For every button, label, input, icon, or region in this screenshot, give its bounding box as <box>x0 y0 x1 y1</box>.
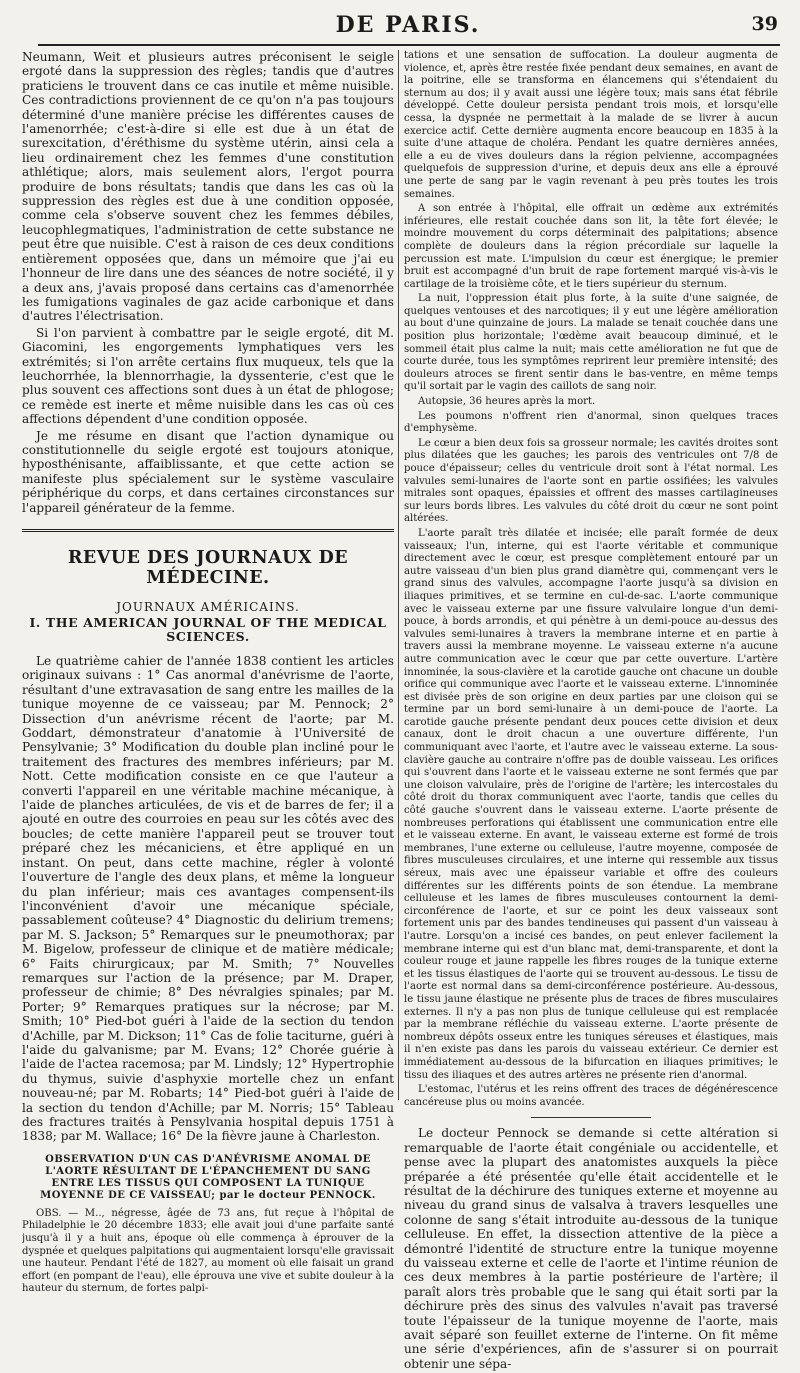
page-number: 39 <box>751 13 778 35</box>
right-paragraph-1: tations et une sensation de suffocation. La douleur augmenta de violence, et, après être restée fixée pendant deux semaines, en avant de la poitrine, elle se transforma en élancemens qui s'étendaient du sternum au dos; il y avait aussi une légère toux; mais sans état fébrile développé. Cette douleur persista pendant trois mois, et lorsqu'elle cessa, la dyspnée ne permettait à la malade de se livrer à aucun exercice actif. Cette dernière augmenta encore beaucoup en 1835 à la suite d'une attaque de choléra. Pendant les quatre dernières années, elle a eu de vives douleurs dans la région pelvienne, accompagnées quelquefois de suppression d'urine, et depuis deux ans elle a éprouvé une perte de sang par le vagin revenant à peu près toutes les trois semaines. <box>404 50 778 200</box>
section-subheading: JOURNAUX AMÉRICAINS. <box>116 600 300 614</box>
left-paragraph-3: Je me résume en disant que l'action dynamique ou constitutionnelle du seigle ergoté est toujours atonique, hyposthénisante, affaiblissante, et que cette action se manifeste plus spécialement sur le système vasculaire périphérique du corps, et dans certaines circonstances sur l'appareil générateur de la femme. <box>22 428 394 515</box>
left-paragraph-5: OBS. — M.., négresse, âgée de 73 ans, fut reçue à l'hôpital de Philadelphie le 20 décembre 1833; elle avait joui d'une parfaite santé jusqu'à il y a huit ans, époque où elle commença à éprouver de la dyspnée et quelques palpitations qui augmentaient lorsqu'elle gravissait une hauteur. Pendant l'été de 1827, au moment où elle faisait un grand effort (en pompant de l'eau), elle éprouva une vive et subite douleur à la hauteur du sternum, de fortes palpi- <box>22 1207 394 1295</box>
left-paragraph-1: Neumann, Weit et plusieurs autres préconisent le seigle ergoté dans la suppression des règles; tandis que d'autres praticiens le trouvent dans ce cas inutile et même nuisible. Ces contradictions proviennent de ce qu'on n'a pas toujours déterminé d'une manière précise les différentes causes de l'amenorrhée; c'est-à-dire si elle est due à un état de surexcitation, d'éréthisme du système utérin, ainsi cela a lieu ordinairement chez les femmes d'une constitution athlétique; alors, mais seulement alors, l'ergot pourra produire de bons résultats; tandis que dans les cas où la suppression des règles est due à une condition opposée, comme cela s'observe souvent chez les femmes débiles, leucophlegmatiques, l'administration de cette substance ne peut être que nuisible. C'est à raison de ces deux conditions entièrement opposées que, dans un mémoire que j'ai eu l'honneur de lire dans une des séances de notre société, il y a deux ans, j'avais proposé dans certains cas d'amenorrhée les fumigations vaginales de gaz acide carbonique et dans d'autres l'électrisation. <box>22 50 394 324</box>
right-paragraph-5: Les poumons n'offrent rien d'anormal, sinon quelques traces d'emphysème. <box>404 410 778 435</box>
section-separator <box>22 529 394 532</box>
journal-title: I. THE AMERICAN JOURNAL OF THE MEDICAL SCIENCES. <box>29 615 387 644</box>
right-paragraph-8: L'estomac, l'utérus et les reins offrent des traces de dégénérescence cancéreuse plus ou moins avancée. <box>404 1084 778 1108</box>
right-paragraph-3: La nuit, l'oppression était plus forte, à la suite d'une saignée, de quelques ventouses et des narcotiques; il y eut une légère amélioration au bout d'une quinzaine de jours. La malade se tenait couchée dans une position plus horizontale; l'œdème avait beaucoup diminué, et le sommeil était plus calme la nuit; mais cette amélioration ne fut que de courte durée, tous les symptômes reprirent leur première intensité; des douleurs atroces se firent sentir dans le bas-ventre, en même temps qu'il sortait par le vagin des caillots de sang noir. <box>404 293 778 393</box>
right-column <box>404 50 778 1373</box>
autopsy-heading: Autopsie, 36 heures après la mort. <box>418 396 596 408</box>
left-paragraph-4: Le quatrième cahier de l'année 1838 contient les articles originaux suivans : 1° Cas anormal d'anévrisme de l'aorte, résultant d'une extravasation de sang entre les mailles de la tunique moyenne de ce vaisseau; par M. Pennock; 2° Dissection d'un anévrisme récent de l'aorte; par M. Goddart, démonstrateur d'anatomie à l'Université de Pensylvanie; 3° Modification du double plan incliné pour le traitement des fractures des membres inférieurs; par M. Nott. Cette modification consiste en ce que l'auteur a converti l'appareil en une véritable machine mécanique, à l'aide de planches articulées, de vis et de barres de fer; il a ajouté en outre des courroies en peau sur les côtés avec des boucles; de cette manière l'appareil peut se trouver tout préparé chez les mécaniciens, et être appliqué en un instant. On peut, dans cette machine, régler à volonté l'ouverture de l'angle des deux plans, et même la longueur du plan inférieur; mais ces avantages compensent-ils l'inconvénient d'avoir une mécanique spéciale, passablement coûteuse? 4° Diagnostic du delirium tremens; par M. S. Jackson; 5° Remarques sur le pneumothorax; par M. Bigelow, professeur de clinique et de matière médicale; 6° Faits chirurgicaux; par M. Smith; 7° Nouvelles remarques sur l'action de la présence; par M. Draper, professeur de chimie; 8° Des névralgies spinales; par M. Porter; 9° Remarques pratiques sur la nécrose; par M. Smith; 10° Pied-bot guéri à l'aide de la section du tendon d'Achille, par M. Dickson; 11° Cas de folie taciturne, guéri à l'aide du galvanisme; par M. Evans; 12° Chorée guérie à l'aide de l'actea racemosa; par M. Lindsly; 12° Hypertrophie du thymus, suivie d'asphyxie mortelle chez un enfant nouveau-né; par M. Robarts; 14° Pied-bot guéri à l'aide de la section du tendon d'Achille; par M. Norris; 15° Tableau des fractures traités à Pensylvania hospital depuis 1751 à 1838; par M. Wallace; 16° De la fièvre jaune à Charleston. <box>22 654 394 1144</box>
short-separator <box>531 1117 651 1118</box>
right-paragraph-9: Le docteur Pennock se demande si cette altération si remarquable de l'aorte était congéniale ou accidentelle, et pense avec la plupart des anatomistes auxquels la pièce préparée a été présentée qu'elle était accidentelle et le résultat de la déchirure des tuniques externe et moyenne au niveau du grand sinus de valsalva à travers lesquelles une colonne de sang s'était introduite au-dessous de la tunique celluleuse. En effet, la dissection attentive de la pièce a démontré l'identité de structure entre la tunique moyenne du vaisseau externe et celle de l'aorte et l'intime réunion de ces deux membres à la partie postérieure de l'artère; il paraît alors très probable que le sang qui était sorti par la déchirure près des sinus des valvules n'avait pas traversé toute l'épaisseur de la tunique moyenne de l'aorte, mais avait séparé son feuillet externe de l'interne. On fit même une série d'expériences, afin de s'assurer si on pourrait obtenir une sépa- <box>404 1126 778 1371</box>
left-paragraph-2: Si l'on parvient à combattre par le seigle ergoté, dit M. Giacomini, les engorgements lymphatiques vers les extrémités; si l'on arrête certains flux muqueux, tels que la leuchorrhée, la blennorrhagie, la dyssenterie, c'est que le plus souvent ces affections sont dues à un état de phlogose; ce remède est inerte et même nuisible dans les cas où ces affections dépendent d'une condition opposée. <box>22 325 394 427</box>
running-title: DE PARIS. <box>335 12 481 38</box>
right-paragraph-7: L'aorte paraît très dilatée et incisée; elle paraît formée de deux vaisseaux; l'un, interne, qui est l'aorte véritable et communique directement avec le cœur, est presque complètement entouré par un autre vaisseau d'un bien plus grand diamètre qui, commençant vers le grand sinus des valvules, accompagne l'aorte jusqu'à sa division en iliaques primitives, et se termine en cul-de-sac. L'aorte communique avec le vaisseau externe par une fissure valvulaire longue d'un demi-pouce, à bords arrondis, et qui pénètre à un demi-pouce au-dessus des valvules semi-lunaires à travers la membrane interne et en partie à travers aussi la membrane moyenne. Le vaisseau externe n'a aucune autre communication avec le cœur que par cette ouverture. L'artère innominée, la sous-clavière et la carotide gauche ont chacune un double orifice qui communique avec l'aorte et le vaisseau externe. L'innominée est divisée près de son origine en deux parties par une cloison qui se termine par un bord semi-lunaire à un demi-pouce de l'aorte. La carotide gauche présente pendant deux pouces cette division et deux canaux, dont le droit chacun a une ouverture différente, l'un communiquant avec l'aorte, et l'autre avec le vaisseau externe. La sous-clavière gauche au contraire n'offre pas de double vaisseau. Les orifices qui s'ouvrent dans l'aorte et le vaisseau externe ne sont fermés que par une cloison valvulaire, près de l'origine de l'artère; les intercostales du côté droit du thorax communiquent avec l'aorte, tandis que celles du côté gauche s'ouvrent dans le vaisseau externe. L'aorte présente de nombreuses perforations qui établissent une communication entre elle et le vaisseau externe. En avant, le vaisseau externe est formé de trois membranes, l'une externe ou celluleuse, l'autre moyenne, composée de fibres musculeuses circulaires, et une interne qui ressemble aux tissus séreux, mais avec une épaisseur variable et offre des couleurs différentes sur les différents points de son étendue. La membrane celluleuse et les lames de fibres musculeuses contournent la demi-circonférence de l'aorte, et sur ce point les deux vaisseaux sont fortement unis par des bandes tendineuses qui passent d'un vaisseau à l'autre. Lorsqu'on a incisé ces bandes, on peut enlever facilement la membrane interne qui est d'un blanc mat, demi-transparente, et dont la couleur rouge et jaune rappelle les fibres rouges de la tunique externe et les tissus élastiques de l'aorte qui se trouvent au-dessous. Le tissu de l'aorte est normal dans sa demi-circonférence postérieure. Au-dessous, le tissu jaune élastique ne présente plus de traces de fibres musculaires externes. Il n'y a pas non plus de tunique celluleuse qui est remplacée par la membrane réfléchie du vaisseau externe. L'aorte présente de nombreux dépôts osseux entre les tuniques séreuses et élastiques, mais il n'en existe pas dans les parois du vaisseau extérieur. Ce dernier est immédiatement au-dessous de la bifurcation en iliaques primitives; le tissu des iliaques et des autres artères ne présente rien d'anormal. <box>404 527 778 1081</box>
left-column <box>22 50 394 1298</box>
right-paragraph-2: A son entrée à l'hôpital, elle offrait un œdème aux extrémités inférieures, elle restait couchée dans son lit, la tête fort élevée; le moindre mouvement du corps déterminait des palpitations; absence complète de douleurs dans la région précordiale sur laquelle la percussion est mate. L'impulsion du cœur est énergique; le premier bruit est accompagné d'un bruit de rape fortement marqué vis-à-vis le cartilage de la troisième côte, et le tiers supérieur du sternum. <box>404 203 778 290</box>
column-divider <box>398 50 399 1100</box>
section-title: REVUE DES JOURNAUX DE MÉDECINE. <box>67 548 349 588</box>
right-paragraph-6: Le cœur a bien deux fois sa grosseur normale; les cavités droites sont plus dilatées que les gauches; les parois des ventricules ont 7/8 de pouce d'épaisseur; celles du ventricule droit sont à l'état normal. Les valvules semi-lunaires de l'aorte sont en partie ossifiées; les valvules mitrales sont opaques, épaissies et offrent des masses cartilagineuses sur leurs bords libres. Les valvules du côté droit du cœur ne sont point altérées. <box>404 437 778 525</box>
header-rule <box>38 44 780 46</box>
page-header <box>38 10 778 44</box>
observation-title: OBSERVATION D'UN CAS D'ANÉVRISME ANOMAL DE L'AORTE RÉSULTANT DE L'ÉPANCHEMENT DU SANG ENTRE LES TISSUS QUI COMPOSENT LA TUNIQUE MOYENNE DE CE VAISSEAU; par le docteur PENNOCK. <box>40 1153 376 1201</box>
